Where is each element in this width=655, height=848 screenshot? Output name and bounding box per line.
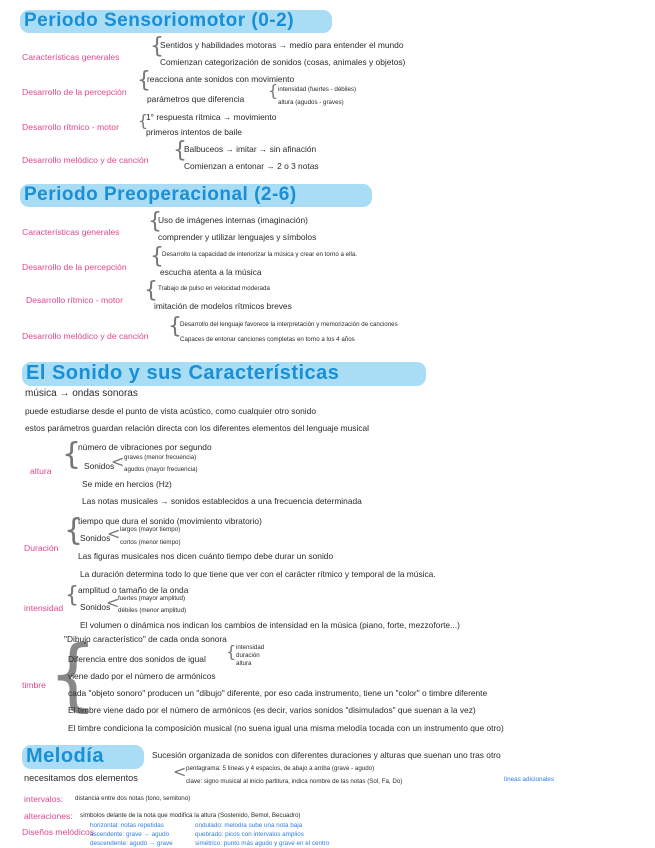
item: parámetros que diferencia	[147, 94, 245, 104]
brace-icon: {	[150, 244, 164, 269]
item: Balbuceos → imitar → sin afinación	[184, 144, 317, 154]
item: Trabajo de pulso en velocidad moderada	[158, 285, 270, 292]
pentagrama: pentagrama: 5 líneas y 4 espacios, de abajo a arriba (grave - agudo)	[186, 765, 375, 772]
item: El timbre condiciona la composición musical (no suena igual una misma melodía tocada con un instrumento que otro)	[68, 723, 504, 733]
item: El volumen o dinámica nos indican los cambios de intensidad en la música (piano, forte, mezzoforte...)	[80, 620, 460, 630]
diseno-item: quebrado: picos con intervalos amplios	[195, 831, 304, 838]
disenos-label: Diseños melódicos	[22, 827, 95, 837]
item: amplitud o tamaño de la onda	[78, 585, 189, 595]
item: Sonidos	[84, 461, 115, 471]
brace-icon: {	[268, 81, 279, 100]
brace-icon: {	[62, 437, 82, 472]
diseno-item: descendente: agudo → grave	[90, 840, 173, 847]
brace-icon: {	[144, 278, 158, 303]
clave: clave: signo musical al inicio partitura, indica nombre de las notas (Sol, Fa, Do)	[186, 778, 403, 785]
item: comprender y utilizar lenguajes y símbolos	[158, 232, 317, 242]
intro-line: música → ondas sonoras	[25, 388, 138, 399]
brace-icon: <	[106, 593, 120, 612]
brace-icon: {	[150, 34, 164, 59]
label-duracion: Duración	[24, 543, 59, 553]
brace-icon: <	[173, 762, 187, 781]
alteraciones-label: alteraciones:	[24, 811, 73, 821]
item: Capaces de entonar canciones completas en torno a los 4 años	[180, 336, 355, 343]
brace-icon: {	[65, 583, 79, 608]
item: Se mide en hercios (Hz)	[82, 479, 172, 489]
item: Desarrollo del lenguaje favorece la interpretación y memorización de canciones	[180, 321, 398, 328]
item: débiles (menor amplitud)	[118, 607, 187, 614]
intro-line: estos parámetros guardan relación directa con los diferentes elementos del lenguaje musical	[25, 423, 370, 433]
label-caracteristicas: Características generales	[22, 227, 120, 237]
item: El timbre viene dado por el número de armónicos (es decir, varios sonidos "disimulados" que suenan a la vez)	[68, 705, 476, 715]
diseno-item: ondulado: melodía sube una nota baja	[195, 822, 303, 829]
item: Sentidos y habilidades motoras → medio para entender el mundo	[160, 40, 404, 50]
label-percepcion: Desarrollo de la percepción	[22, 262, 127, 272]
item: tiempo que dura el sonido (movimiento vibratorio)	[78, 516, 262, 526]
item: "Dibujo característico" de cada onda sonora	[64, 634, 227, 644]
brace-icon: {	[138, 111, 149, 130]
item: 1° respuesta rítmica → movimiento	[146, 112, 277, 122]
intro-line: puede estudiarse desde el punto de vista acústico, como cualquier otro sonido	[25, 406, 316, 416]
item: intensidad (fuertes - débiles)	[278, 86, 357, 93]
label-altura: altura	[30, 466, 52, 476]
intervalos-text: distancia entre dos notas (tono, semitono)	[75, 795, 191, 802]
item: Desarrollo la capacidad de interiorizar la música y crear en torno a ella.	[162, 251, 357, 258]
item: Diferencia entre dos sonidos de igual	[68, 654, 206, 664]
item: La duración determina todo lo que tiene que ver con el carácter rítmico y temporal de la música.	[80, 569, 436, 579]
item: reacciona ante sonidos con movimiento	[147, 74, 295, 84]
item: graves (menor frecuencia)	[124, 454, 197, 461]
item: escucha atenta a la música	[160, 267, 262, 277]
section-title-sonido: El Sonido y sus Características	[26, 362, 340, 384]
item: intensidad	[236, 644, 265, 651]
brace-icon: <	[111, 452, 125, 471]
brace-icon: <	[107, 524, 121, 543]
item: agudos (mayor frecuencia)	[124, 466, 198, 473]
item: fuertes (mayor amplitud)	[118, 595, 186, 602]
item: Sonidos	[80, 602, 111, 612]
diseno-item: simétrico: punto más agudo y grave en el centro	[195, 840, 330, 847]
item: Las notas musicales → sonidos establecidos a una frecuencia determinada	[82, 496, 362, 506]
item: largos (mayor tiempo)	[120, 526, 181, 533]
section-title-melodia: Melodía	[26, 745, 104, 767]
item: Comienzan categorización de sonidos (cosas, animales y objetos)	[160, 57, 406, 67]
item: cortos (menor tiempo)	[120, 539, 181, 546]
label-melodico: Desarrollo melódico y de canción	[22, 155, 149, 165]
section-title-sensoriomotor: Periodo Sensoriomotor (0-2)	[24, 10, 295, 31]
item: viene dado por el número de armónicos	[68, 671, 216, 681]
label-ritmico: Desarrollo rítmico - motor	[22, 122, 119, 132]
item: cada "objeto sonoro" producen un "dibujo" diferente, por eso cada instrumento, tiene un "color" o timbre diferente	[68, 688, 488, 698]
item: Las figuras musicales nos dicen cuánto tiempo debe durar un sonido	[78, 551, 334, 561]
label-intensidad: intensidad	[24, 603, 64, 613]
item: Uso de imágenes internas (imaginación)	[158, 215, 308, 225]
label-percepcion: Desarrollo de la percepción	[22, 87, 127, 97]
brace-icon: {	[64, 513, 84, 548]
item: altura	[236, 660, 252, 667]
brace-icon: {	[48, 630, 98, 720]
diseno-item: horizontal: notas repetidas	[90, 822, 164, 829]
intervalos-label: intervalos:	[24, 794, 64, 804]
lineas-adicionales-note: líneas adicionales	[504, 776, 555, 783]
item: primeros intentos de baile	[146, 127, 242, 137]
label-timbre: timbre	[22, 680, 46, 690]
item: número de vibraciones por segundo	[78, 442, 212, 452]
item: Comienzan a entonar → 2 o 3 notas	[184, 161, 319, 171]
item: duración	[236, 652, 260, 659]
item: imitación de modelos rítmicos breves	[154, 301, 292, 311]
diseno-item: ascendente: grave → agudo	[90, 831, 170, 838]
brace-icon: {	[226, 642, 237, 661]
alteraciones-text: símbolos delante de la nota que modifica la altura (Sostenido, Bemol, Becuadro)	[80, 812, 301, 819]
label-ritmico: Desarrollo rítmico - motor	[26, 295, 123, 305]
item: altura (agudos - graves)	[278, 99, 344, 106]
label-caracteristicas: Características generales	[22, 52, 120, 62]
melodia-definition: Sucesión organizada de sonidos con diferentes duraciones y alturas que suenan uno tras otro	[152, 750, 501, 760]
brace-icon: {	[137, 68, 151, 93]
item: Sonidos	[80, 533, 111, 543]
brace-icon: {	[168, 314, 182, 339]
section-title-preoperacional: Periodo Preoperacional (2-6)	[24, 184, 297, 205]
label-melodico: Desarrollo melódico y de canción	[22, 331, 149, 341]
elementos-label: necesitamos dos elementos	[24, 773, 138, 783]
brace-icon: {	[148, 209, 162, 234]
brace-icon: {	[173, 138, 187, 163]
